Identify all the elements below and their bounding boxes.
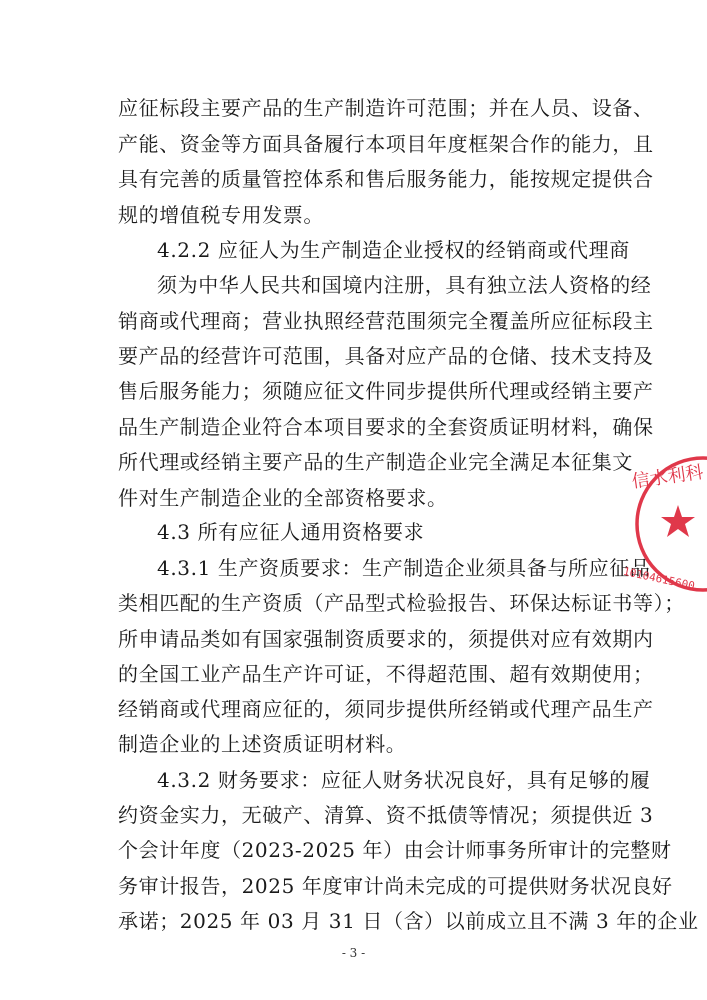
page-number: - 3 -	[341, 946, 366, 960]
seal-number: 10104615600	[621, 564, 696, 593]
text-line: 承诺；2025 年 03 月 31 日（含）以前成立且不满 3 年的企业	[118, 909, 699, 933]
text-line: 应征标段主要产品的生产制造许可范围；并在人员、设备、	[118, 96, 654, 120]
text-line: 品生产制造企业符合本项目要求的全套资质证明材料，确保	[118, 415, 654, 439]
text-line: 个会计年度（2023-2025 年）由会计师事务所审计的完整财	[118, 838, 672, 862]
text-line: 规的增值税专用发票。	[118, 203, 324, 227]
text-line: 所代理或经销主要产品的生产制造企业完全满足本征集文	[118, 450, 633, 474]
text-line: 4.3.1 生产资质要求：生产制造企业须具备与所应征品	[157, 556, 651, 580]
text-line: 类相匹配的生产资质（产品型式检验报告、环保达标证书等）；	[118, 591, 685, 615]
text-line: 4.3.2 财务要求：应征人财务状况良好，具有足够的履	[157, 768, 651, 792]
text-line: 件对生产制造企业的全部资格要求。	[118, 486, 448, 510]
section-heading: 4.3 所有应征人通用资格要求	[157, 520, 425, 544]
text-line: 务审计报告，2025 年度审计尚未完成的可提供财务状况良好	[118, 874, 673, 898]
text-line: 销商或代理商；营业执照经营范围须完全覆盖所应征标段主	[118, 309, 654, 333]
text-line: 产能、资金等方面具备履行本项目年度框架合作的能力，且	[118, 132, 654, 156]
text-line: 须为中华人民共和国境内注册，具有独立法人资格的经	[157, 273, 652, 297]
seal-star-icon	[661, 505, 695, 537]
section-heading: 4.2.2 应征人为生产制造企业授权的经销商或代理商	[157, 238, 630, 262]
text-line: 制造企业的上述资质证明材料。	[118, 732, 407, 756]
text-line: 所申请品类如有国家强制资质要求的，须提供对应有效期内	[118, 627, 654, 651]
seal-text: 信水利科	[630, 461, 705, 493]
text-line: 具有完善的质量管控体系和售后服务能力，能按规定提供合	[118, 167, 654, 191]
text-line: 要产品的经营许可范围，具备对应产品的仓储、技术支持及	[118, 344, 654, 368]
text-line: 约资金实力，无破产、清算、资不抵债等情况；须提供近 3	[118, 803, 654, 827]
text-line: 售后服务能力；须随应征文件同步提供所代理或经销主要产	[118, 379, 654, 403]
company-seal	[618, 440, 707, 610]
text-line: 的全国工业产品生产许可证，不得超范围、超有效期使用；	[118, 662, 654, 686]
text-line: 经销商或代理商应征的，须同步提供所经销或代理产品生产	[118, 697, 654, 721]
